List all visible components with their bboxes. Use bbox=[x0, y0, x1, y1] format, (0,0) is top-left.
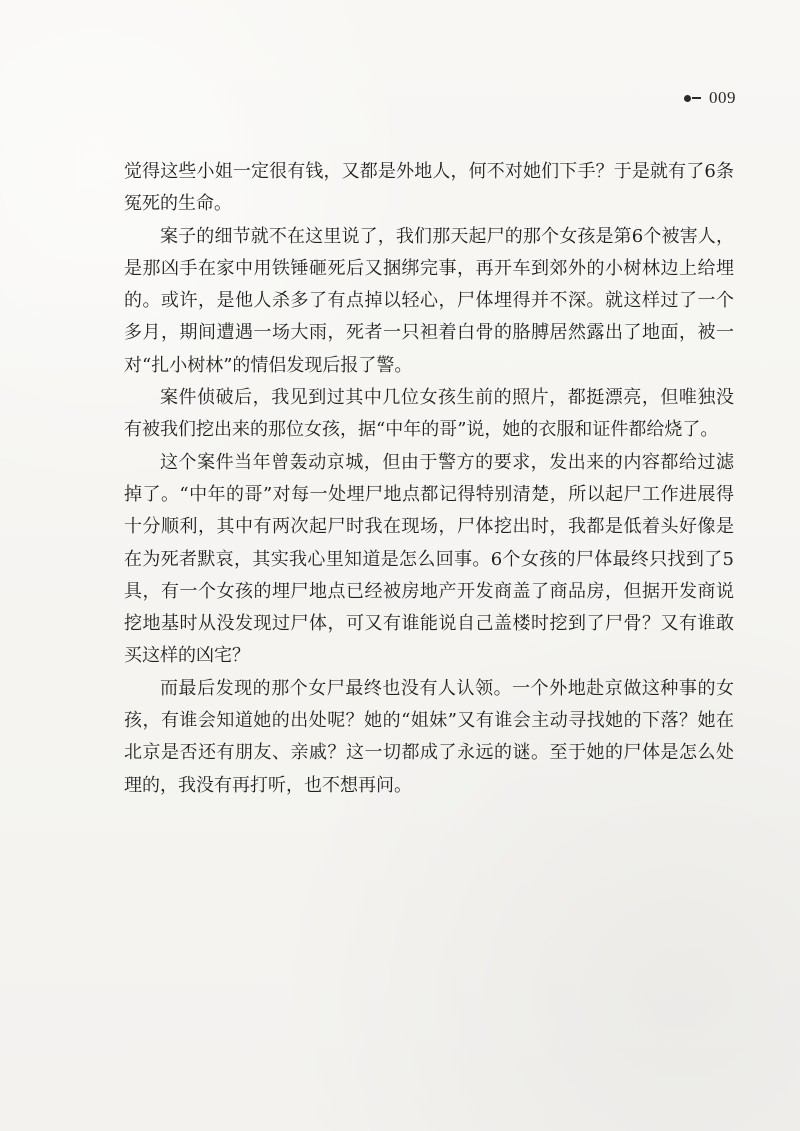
page-body bbox=[124, 156, 734, 802]
paragraph-2: 案子的细节就不在这里说了，我们那天起尸的那个女孩是第6个被害人，是那凶手在家中用铁锤砸死后又捆绑完事，再开车到郊外的小树林边上给埋的。或许，是他人杀多了有点掉以轻心，尸体埋得并不深。就这样过了一个多月，期间遭遇一场大雨，死者一只袒着白骨的胳膊居然露出了地面，被一对“扎小树林”的情侣发现后报了警。 bbox=[124, 225, 734, 376]
page-number: 009 bbox=[709, 88, 736, 107]
paragraph-3: 案件侦破后，我见到过其中几位女孩生前的照片，都挺漂亮，但唯独没有被我们挖出来的那位女孩，据“中年的哥”说，她的衣服和证件都给烧了。 bbox=[124, 387, 734, 441]
paragraph-5: 而最后发现的那个女尸最终也没有人认领。一个外地赴京做这种事的女孩，有谁会知道她的出处呢？她的“姐妹”又有谁会主动寻找她的下落？她在北京是否还有朋友、亲戚？这一切都成了永远的谜。至于她的尸体是怎么处理的，我没有再打听，也不想再问。 bbox=[124, 677, 734, 796]
paragraph-1: 觉得这些小姐一定很有钱，又都是外地人，何不对她们下手？于是就有了6条冤死的生命。 bbox=[124, 161, 734, 215]
page-number-marker-icon bbox=[684, 95, 701, 102]
paragraph-4: 这个案件当年曾轰动京城，但由于警方的要求，发出来的内容都给过滤掉了。“中年的哥”对每一处埋尸地点都记得特别清楚，所以起尸工作进展得十分顺利，其中有两次起尸时我在现场，尸体挖出时，我都是低着头好像是在为死者默哀，其实我心里知道是怎么回事。6个女孩的尸体最终只找到了5具，有一个女孩的埋尸地点已经被房地产开发商盖了商品房，但据开发商说挖地基时从没发现过尸体，可又有谁能说自己盖楼时挖到了尸骨？又有谁敢买这样的凶宅？ bbox=[124, 451, 734, 667]
page-number-header bbox=[684, 88, 736, 108]
